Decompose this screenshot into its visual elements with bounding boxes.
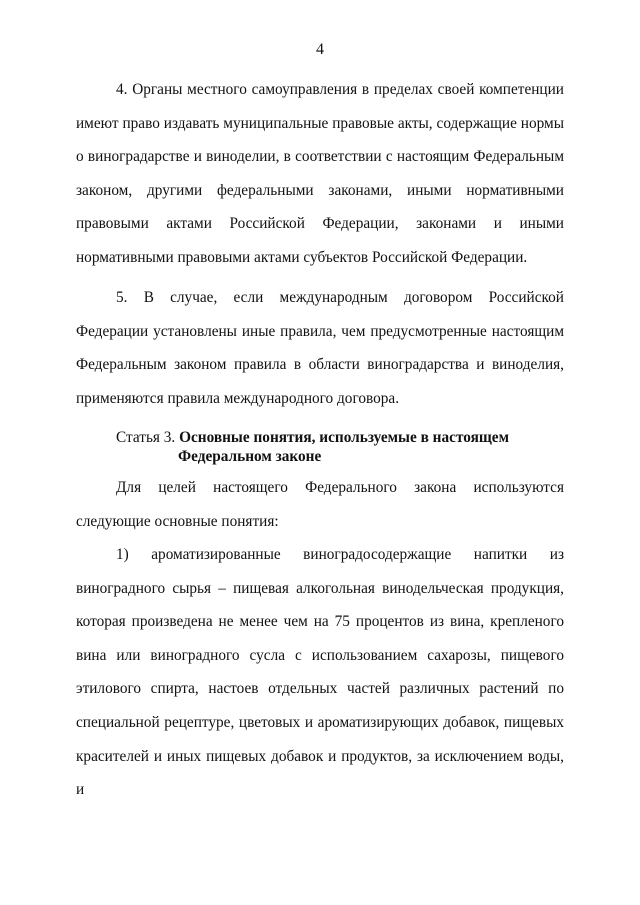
definition-1: 1) ароматизированные виноградосодержащие напитки из виноградного сырья – пищевая алкогольная винодельческая продукция, которая произведена не менее чем на 75 процентов из вина, крепленого вина или виноградного сусла с использованием сахарозы, пищевого этилового спирта, настоев отдельных частей различных растений по специальной рецептуре, цветовых и ароматизирующих добавок, пищевых красителей и иных пищевых добавок и продуктов, за исключением воды, и [76, 546, 564, 799]
paragraph-4: 4. Органы местного самоуправления в пределах своей компетенции имеют право издавать муниципальные правовые акты, содержащие нормы о виноградарстве и виноделии, в соответствии с настоящим Федеральным законом, другими федеральными законами, иными нормативными правовыми актами Российской Федерации, законами и иными нормативными правовыми актами субъектов Российской Федерации. [76, 81, 564, 266]
intro-paragraph: Для целей настоящего Федерального закона используются следующие основные понятия: [76, 479, 564, 530]
page-number: 4 [316, 41, 324, 58]
article-heading [116, 428, 576, 466]
article-title-line2: Федеральном законе [178, 448, 322, 465]
article-label: Статья 3. [116, 429, 176, 446]
article-title-line1: Основные понятия, используемые в настоящем [179, 429, 510, 446]
paragraph-5: 5. В случае, если международным договором Российской Федерации установлены иные правила, чем предусмотренные настоящим Федеральным законом правила в области виноградарства и виноделия, применяются правила международного договора. [76, 289, 564, 407]
